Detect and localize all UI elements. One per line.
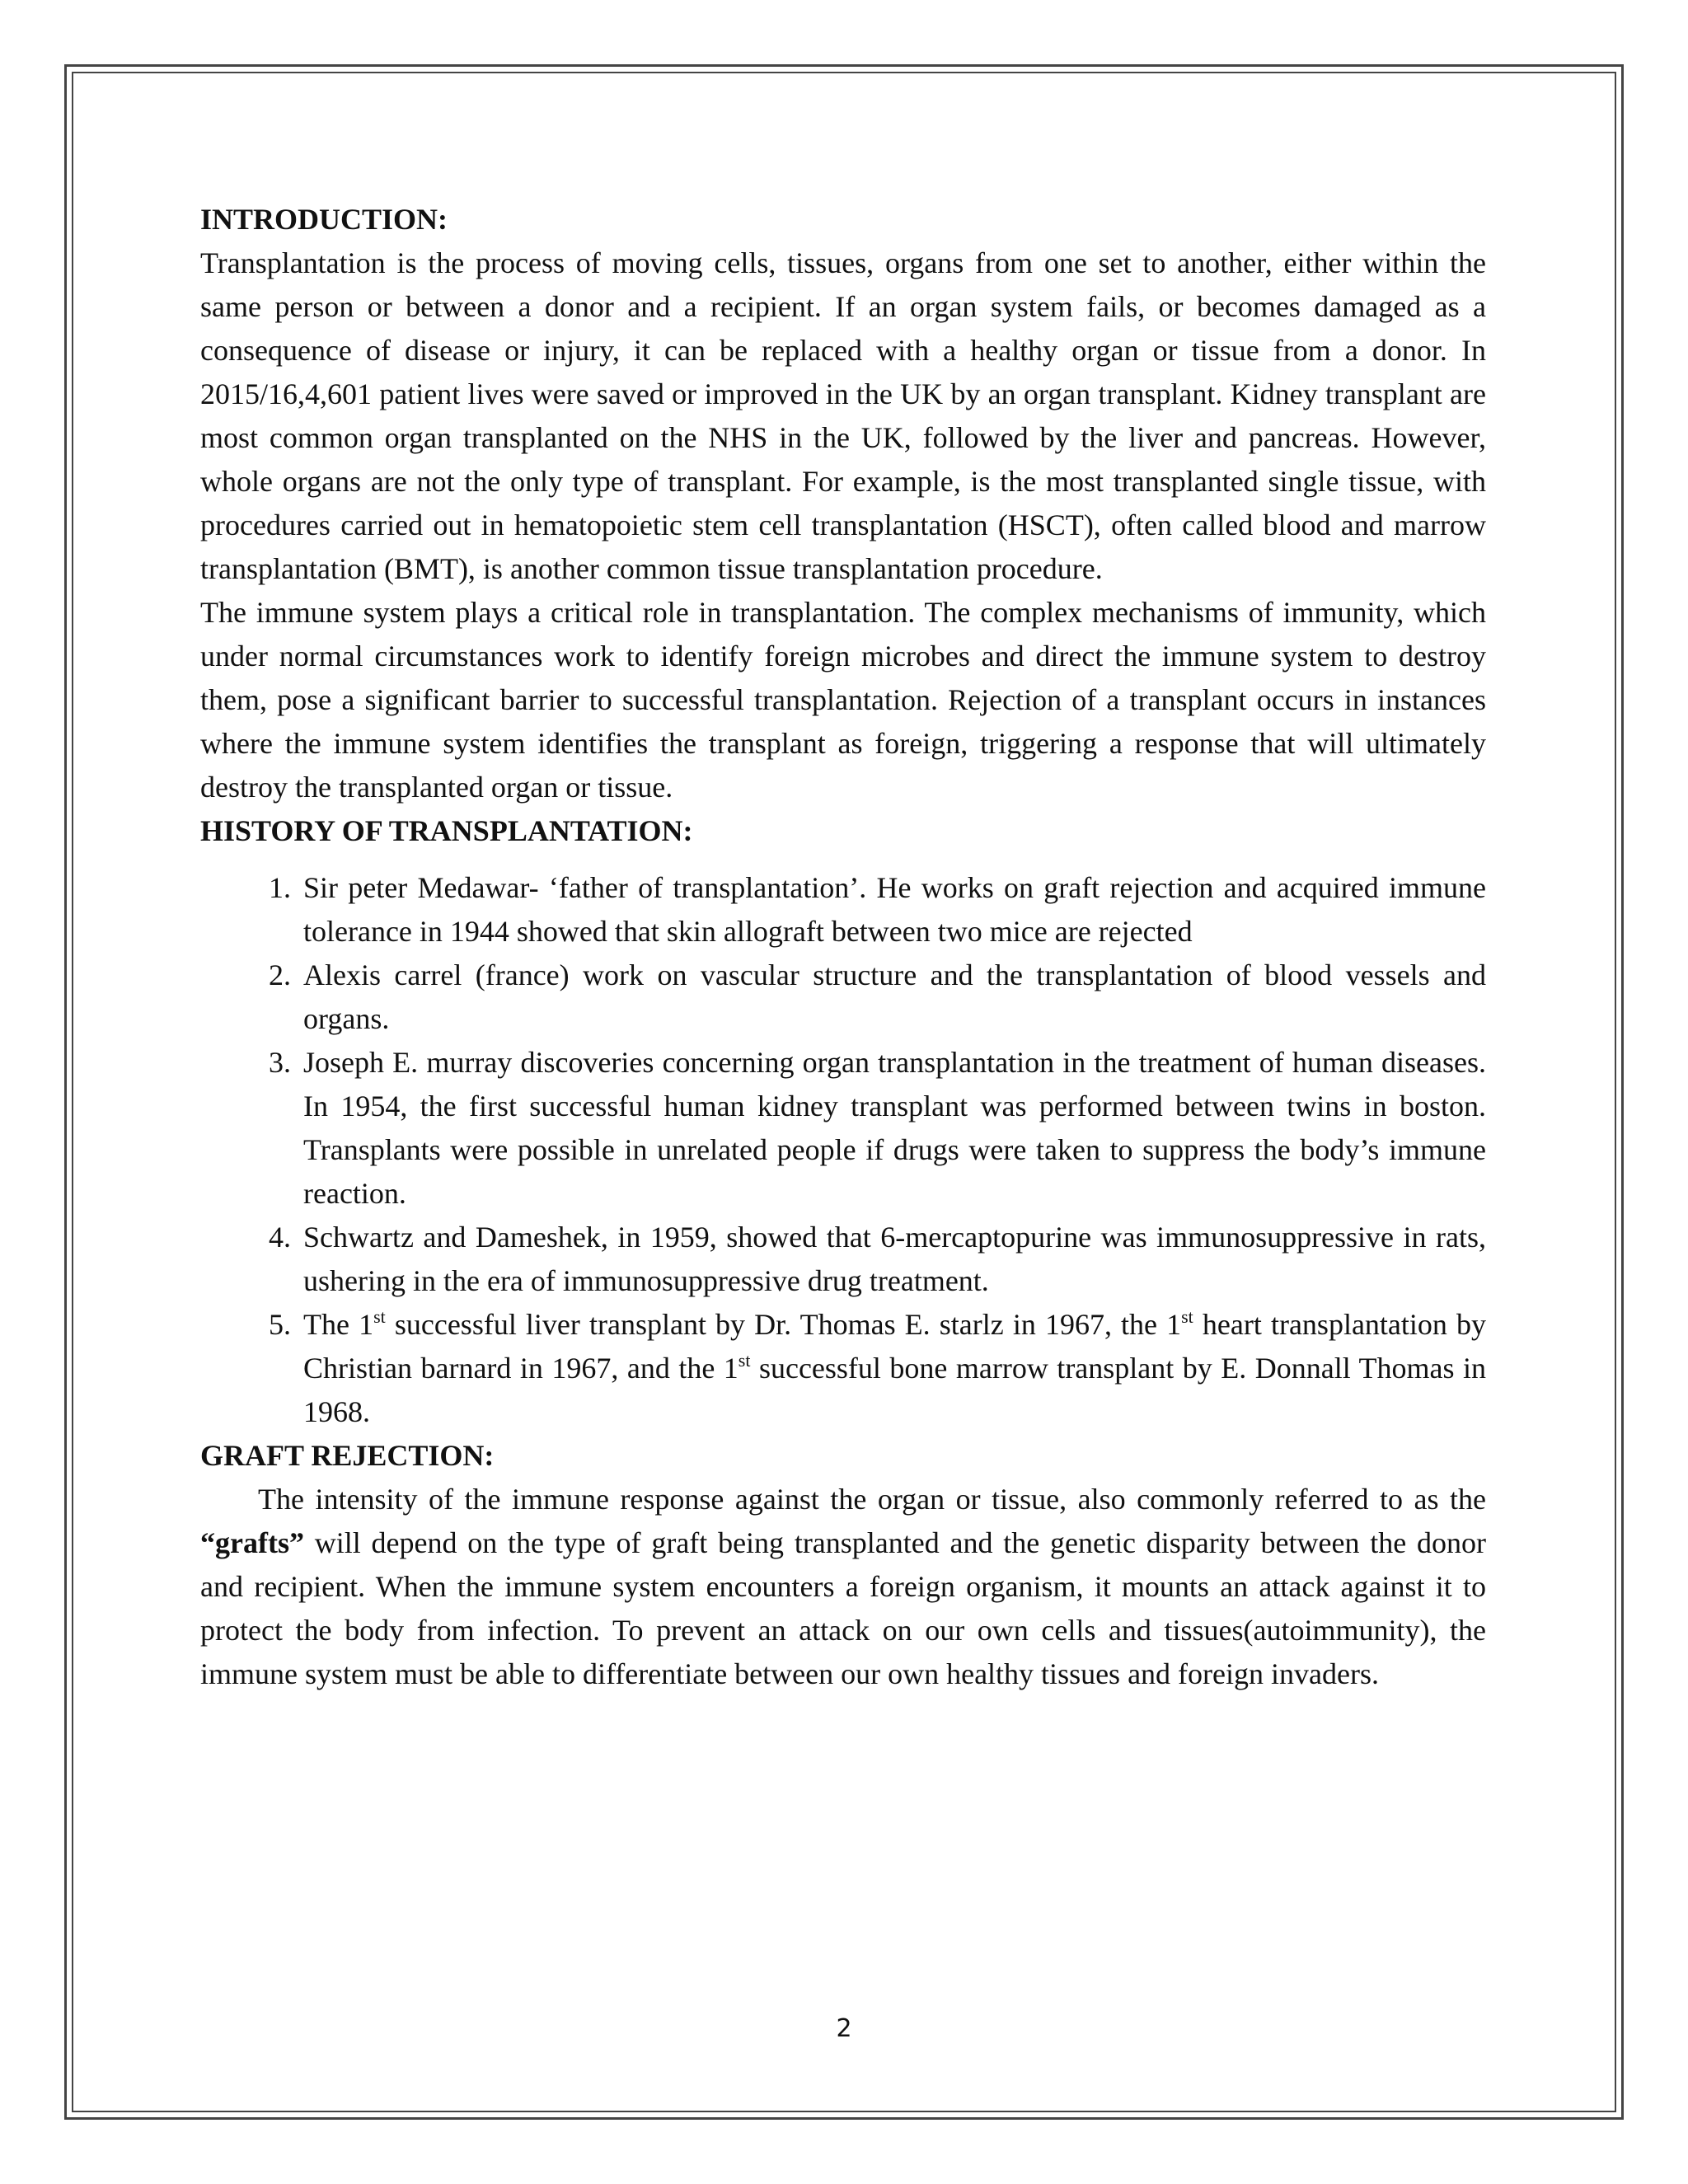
history-item-5 — [298, 1303, 1486, 1434]
history-item-1: 1. Sir peter Medawar- ‘father of transplantation’. He works on graft rejection and acquired immune tolerance in 1944 showed that skin allograft between two mice are rejected — [298, 866, 1486, 954]
grafts-bold-term: “grafts” — [200, 1526, 304, 1559]
graft-text-end: will depend on the type of graft being transplanted and the genetic disparity between the donor and recipient. When the immune system encounters a foreign organism, it mounts an attack against it to protect the body from infection. To prevent an attack on our own cells and tissues(autoimmunity), the immune system must be able to differentiate between our own healthy tissues and foreign invaders. — [200, 1526, 1486, 1690]
history-item-2: 2. Alexis carrel (france) work on vascular structure and the transplantation of blood vessels and organs. — [298, 954, 1486, 1041]
page-number: 2 — [836, 2014, 852, 2043]
history-list — [200, 866, 1486, 1434]
superscript-st: st — [738, 1350, 751, 1371]
introduction-heading: INTRODUCTION: — [200, 203, 448, 236]
history-item-5-text-3: heart transplantation by Christian barnard in 1967, and the 1 — [303, 1308, 1487, 1385]
graft-text-start: The intensity of the immune response against the organ or tissue, also commonly referred to as the — [258, 1483, 1486, 1516]
introduction-paragraph-1: Transplantation is the process of moving cells, tissues, organs from one set to another, either within the same person or between a donor and a recipient. If an organ system fails, or becomes damaged as a consequence of disease or injury, it can be replaced with a healthy organ or tissue from a donor. In 2015/16,4,601 patient lives were saved or improved in the UK by an organ transplant. Kidney transplant are most common organ transplanted on the NHS in the UK, followed by the liver and pancreas. However, whole organs are not the only type of transplant. For example, is the most transplanted single tissue, with procedures carried out in hematopoietic stem cell transplantation (HSCT), often called blood and marrow transplantation (BMT), is another common tissue transplantation procedure. — [200, 246, 1486, 585]
history-item-5-text-1: The 1 — [303, 1308, 374, 1341]
graft-rejection-heading: GRAFT REJECTION: — [200, 1439, 495, 1472]
document-body — [200, 198, 1486, 1696]
history-item-4: 4. Schwartz and Dameshek, in 1959, showed that 6-mercaptopurine was immunosuppressive in rats, ushering in the era of immunosuppressive drug treatment. — [298, 1216, 1486, 1303]
graft-rejection-paragraph — [200, 1478, 1486, 1696]
superscript-st: st — [373, 1306, 386, 1327]
history-item-5-text-2: successful liver transplant by Dr. Thomas E. starlz in 1967, the 1 — [385, 1308, 1182, 1341]
introduction-paragraph-2: The immune system plays a critical role in transplantation. The complex mechanisms of immunity, which under normal circumstances work to identify foreign microbes and direct the immune system to destroy them, pose a significant barrier to successful transplantation. Rejection of a transplant occurs in instances where the immune system identifies the transplant as foreign, triggering a response that will ultimately destroy the transplanted organ or tissue. — [200, 596, 1486, 804]
history-item-5-text-4: successful bone marrow transplant by E. Donnall Thomas in 1968. — [303, 1352, 1486, 1428]
superscript-st: st — [1181, 1306, 1193, 1327]
history-heading: HISTORY OF TRANSPLANTATION: — [200, 814, 693, 847]
history-item-3: 3. Joseph E. murray discoveries concerning organ transplantation in the treatment of human diseases. In 1954, the first successful human kidney transplant was performed between twins in boston. Transplants were possible in unrelated people if drugs were taken to suppress the body’s immune reaction. — [298, 1041, 1486, 1216]
